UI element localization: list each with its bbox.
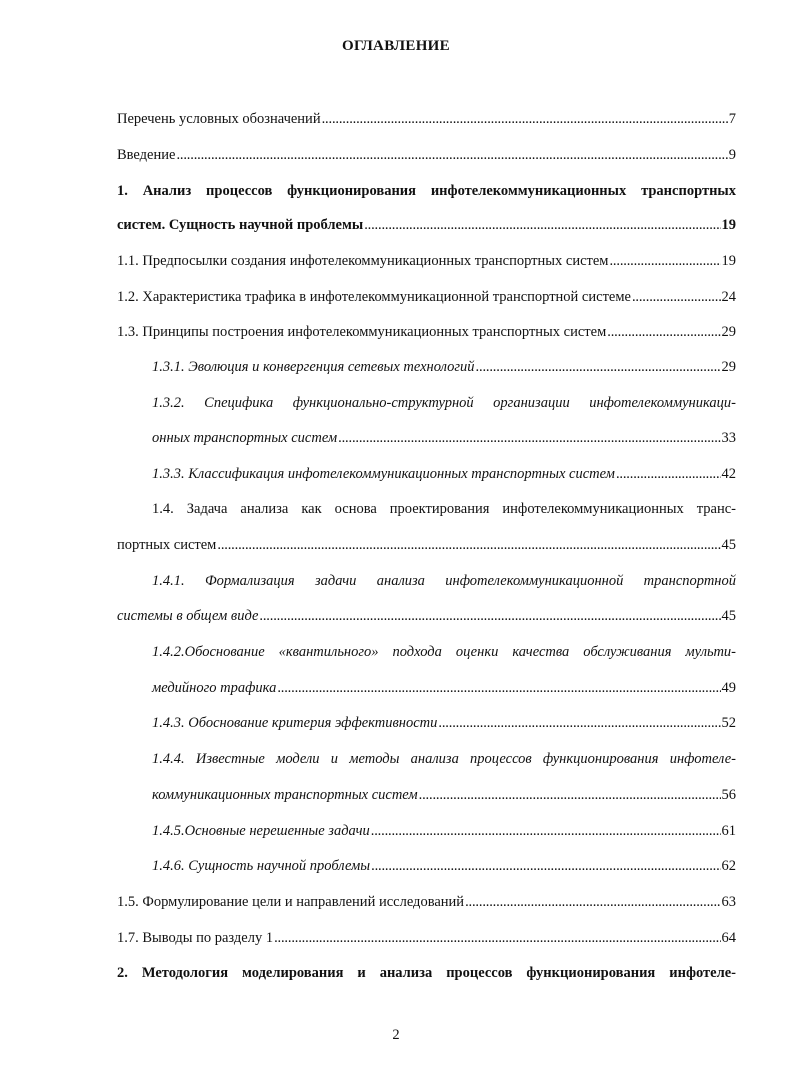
toc-leader <box>632 286 721 308</box>
toc-entry[interactable] <box>152 570 736 592</box>
toc-page-number: 19 <box>721 217 736 233</box>
toc-entry[interactable] <box>117 891 736 913</box>
toc-page-number: 45 <box>721 537 736 553</box>
toc-entry[interactable] <box>117 180 736 202</box>
toc-page-number: 62 <box>721 858 736 874</box>
toc-leader <box>364 214 720 236</box>
toc-entry-continuation[interactable] <box>117 605 736 627</box>
toc-entry-text: системы в общем виде <box>117 608 259 624</box>
toc-page-number: 52 <box>721 715 736 731</box>
toc-entry[interactable] <box>152 356 736 378</box>
toc-entry-continuation[interactable] <box>152 784 736 806</box>
toc-page-number: 61 <box>721 823 736 839</box>
toc-entry-text: 1.3.3. Классификация инфотелекоммуникационных транспортных систем <box>152 466 615 482</box>
toc-entry-text: 1.4.2.Обоснование «квантильного» подхода оценки качества обслуживания мульти- <box>152 644 736 660</box>
toc-page-number: 7 <box>728 111 736 127</box>
toc-page-number: 42 <box>721 466 736 482</box>
toc-entry-continuation[interactable] <box>117 534 736 556</box>
toc-entry-text: 1.3.2. Специфика функционально-структурной организации инфотелекоммуникаци- <box>152 395 736 411</box>
toc-entry[interactable] <box>117 321 736 343</box>
toc-leader <box>465 891 720 913</box>
toc-entry[interactable] <box>152 392 736 414</box>
toc-leader <box>371 855 720 877</box>
toc-entry-text: 1.4.4. Известные модели и методы анализа процессов функционирования инфотеле- <box>152 751 736 767</box>
toc-leader <box>607 321 720 343</box>
toc-entry[interactable] <box>117 286 736 308</box>
toc-entry[interactable] <box>152 855 736 877</box>
toc-entry-text: 1.1. Предпосылки создания инфотелекоммуникационных транспортных систем <box>117 253 609 269</box>
toc-entry-text: 1.2. Характеристика трафика в инфотелекоммуникационной транспортной системе <box>117 289 631 305</box>
toc-entry-text: 1.4.3. Обоснование критерия эффективности <box>152 715 438 731</box>
toc-leader <box>274 927 720 949</box>
toc-leader <box>616 463 721 485</box>
toc-leader <box>371 820 721 842</box>
toc-page-number: 63 <box>721 894 736 910</box>
toc-page-number: 9 <box>728 147 736 163</box>
toc-page-number: 24 <box>721 289 736 305</box>
toc-entry-text: 2. Методология моделирования и анализа процессов функционирования инфотеле- <box>117 965 736 981</box>
toc-leader <box>609 250 720 272</box>
toc-entry-text: 1.4. Задача анализа как основа проектирования инфотелекоммуникационных транс- <box>152 501 736 517</box>
toc-entry-text: 1.7. Выводы по разделу 1 <box>117 930 274 946</box>
toc-entry-continuation[interactable] <box>152 427 736 449</box>
toc-page-number: 56 <box>721 787 736 803</box>
toc-entry[interactable] <box>117 108 736 130</box>
page-title: ОГЛАВЛЕНИЕ <box>342 38 450 54</box>
toc-entry-text: коммуникационных транспортных систем <box>152 787 418 803</box>
toc-entry-text: 1.5. Формулирование цели и направлений исследований <box>117 894 465 910</box>
page-number: 2 <box>392 1027 400 1043</box>
toc-page-number: 33 <box>721 430 736 446</box>
toc-entry[interactable] <box>152 498 736 520</box>
toc-page-number: 64 <box>721 930 736 946</box>
toc-entry[interactable] <box>117 962 736 984</box>
toc-entry[interactable] <box>152 748 736 770</box>
toc-entry[interactable] <box>152 641 736 663</box>
toc-entry-continuation[interactable] <box>117 214 736 236</box>
toc-entry-text: Введение <box>117 147 176 163</box>
toc-leader <box>217 534 720 556</box>
toc-leader <box>419 784 721 806</box>
toc-leader <box>176 144 727 166</box>
toc-entry-text: онных транспортных систем <box>152 430 338 446</box>
toc-leader <box>476 356 721 378</box>
toc-page-number: 45 <box>721 608 736 624</box>
toc-entry-text: 1. Анализ процессов функционирования инфотелекоммуникационных транспортных <box>117 183 736 199</box>
toc-entry-continuation[interactable] <box>152 677 736 699</box>
toc-entry[interactable] <box>152 463 736 485</box>
toc-leader <box>259 605 720 627</box>
toc-entry-text: 1.4.1. Формализация задачи анализа инфотелекоммуникационной транспортной <box>152 573 736 589</box>
toc-leader <box>277 677 720 699</box>
toc-page-number: 29 <box>721 359 736 375</box>
toc-entry-text: систем. Сущность научной проблемы <box>117 217 364 233</box>
toc-entry-text: 1.3. Принципы построения инфотелекоммуникационных транспортных систем <box>117 324 607 340</box>
toc-page-number: 29 <box>721 324 736 340</box>
toc-leader <box>338 427 720 449</box>
toc-page-number: 19 <box>721 253 736 269</box>
toc-entry-text: 1.4.6. Сущность научной проблемы <box>152 858 371 874</box>
toc-entry-text: 1.3.1. Эволюция и конвергенция сетевых технологий <box>152 359 475 375</box>
toc-entry[interactable] <box>117 927 736 949</box>
toc-entry[interactable] <box>152 712 736 734</box>
toc-entry[interactable] <box>152 820 736 842</box>
toc-entry[interactable] <box>117 250 736 272</box>
toc-entry-text: портных систем <box>117 537 217 553</box>
toc-page-number: 49 <box>721 680 736 696</box>
toc-leader <box>438 712 720 734</box>
toc-entry-text: 1.4.5.Основные нерешенные задачи <box>152 823 370 839</box>
toc-leader <box>322 108 728 130</box>
toc-entry[interactable] <box>117 144 736 166</box>
toc-entry-text: медийного трафика <box>152 680 277 696</box>
toc-entry-text: Перечень условных обозначений <box>117 111 321 127</box>
